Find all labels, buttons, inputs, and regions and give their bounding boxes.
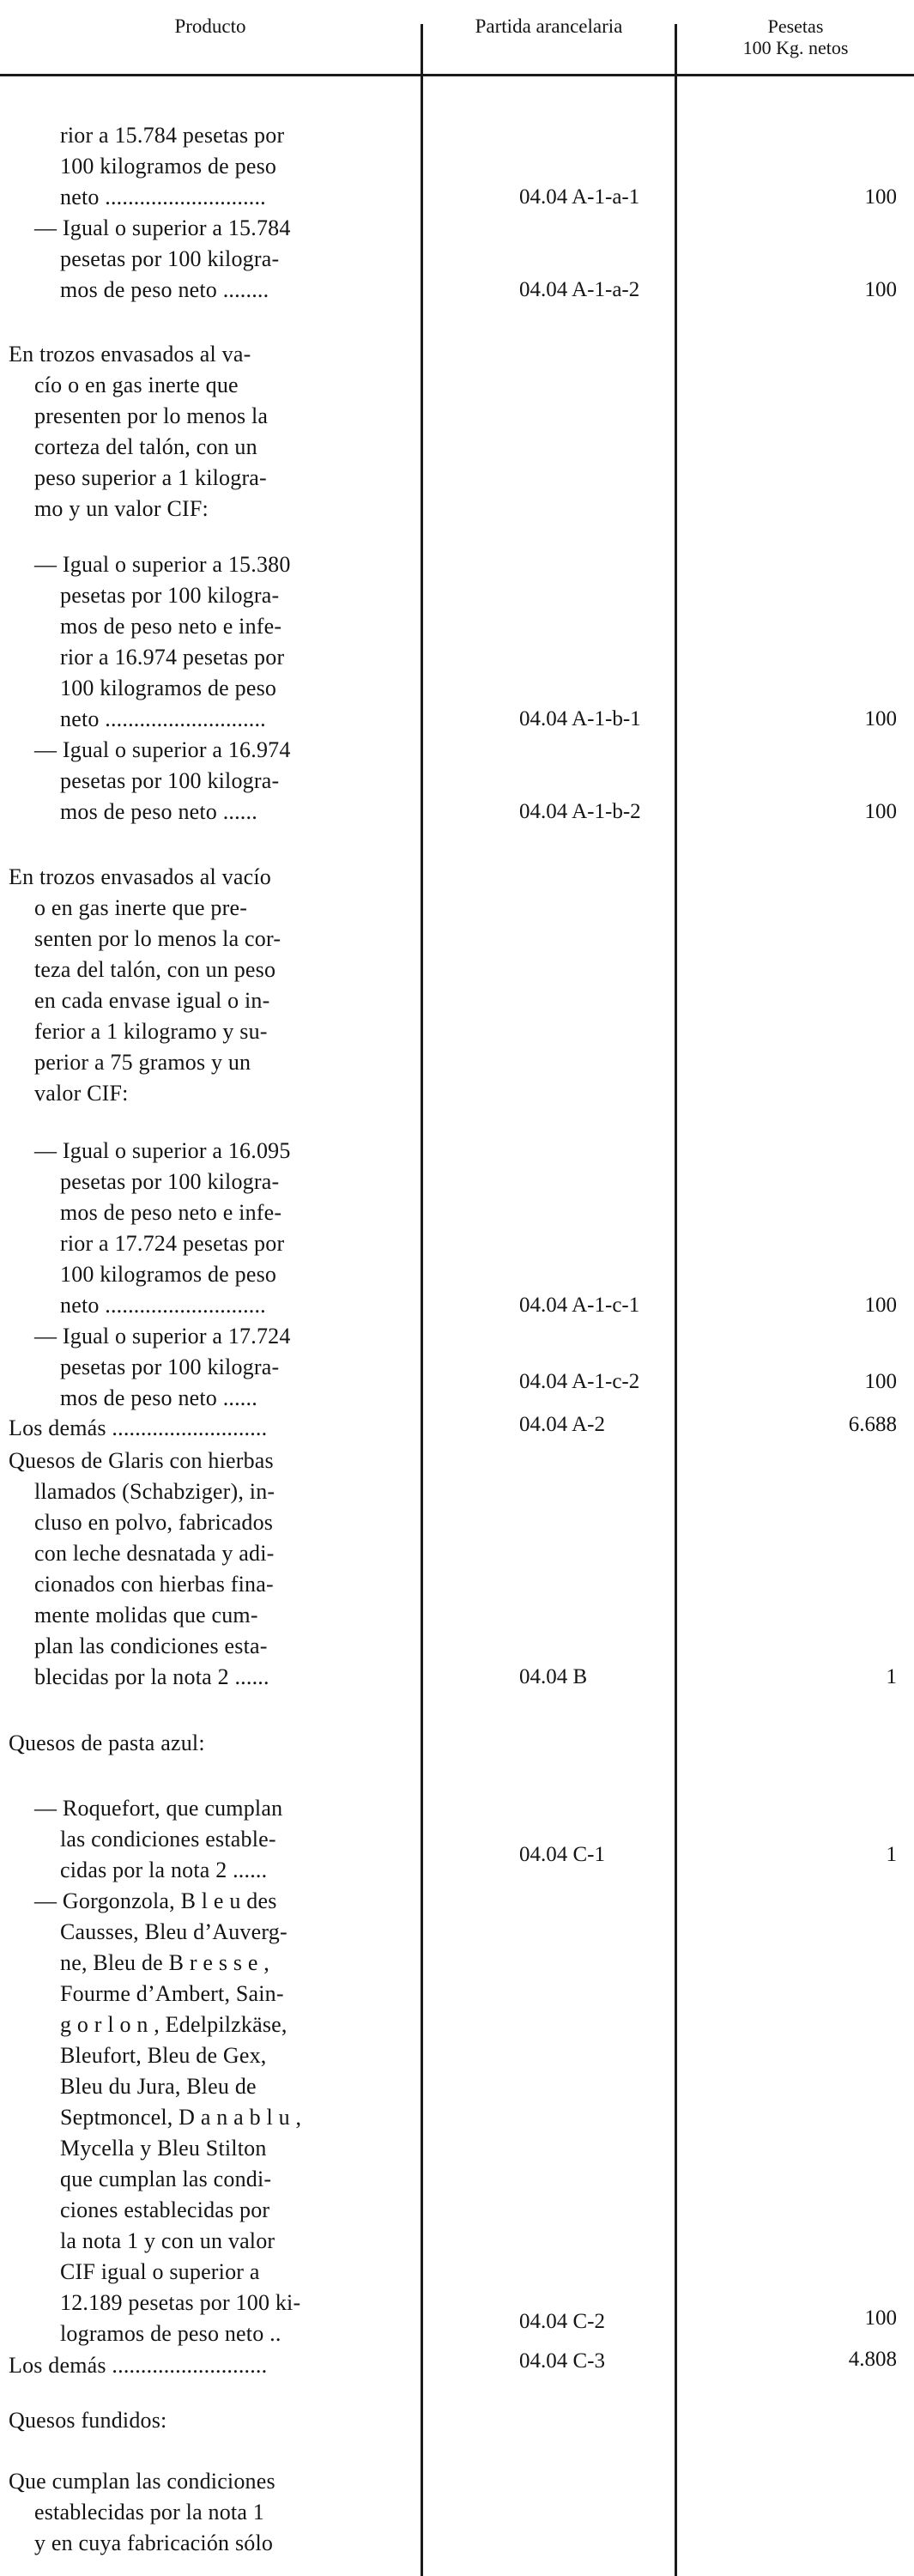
product-text-line: establecidas por la nota 1 — [34, 2500, 264, 2524]
product-text-line: pesetas por 100 kilogra- — [60, 1355, 280, 1379]
product-text-line: en cada envase igual o in- — [34, 988, 270, 1013]
product-text-line: g o r l o n , Edelpilzkäse, — [60, 2012, 288, 2037]
product-text-line: presenten por lo menos la — [34, 403, 269, 428]
product-text-line: ne, Bleu de B r e s s e , — [60, 1950, 270, 1975]
product-text-line: 100 kilogramos de peso — [60, 1262, 277, 1287]
row-12-product — [9, 1886, 412, 2349]
row-7-product — [9, 1321, 412, 1414]
row-9-value: 1 — [886, 1665, 897, 1688]
column-divider-2 — [675, 24, 677, 2576]
product-text-line: blecidas por la nota 2 ...... — [34, 1664, 269, 1689]
row-7-code: 04.04 A-1-c-2 — [519, 1370, 640, 1393]
product-text-line: neto ............................ — [60, 1293, 266, 1318]
row-0-value: 100 — [864, 185, 897, 209]
product-text-line: — Gorgonzola, B l e u des — [34, 1888, 277, 1913]
product-text-line: — Igual o superior a 17.724 — [34, 1324, 291, 1349]
product-text-line: rior a 17.724 pesetas por — [60, 1231, 285, 1256]
product-text-line: teza del talón, con un peso — [34, 957, 276, 982]
product-text-line: Los demás ........................... — [9, 1415, 268, 1440]
product-text-line: En trozos envasados al vacío — [9, 864, 271, 889]
row-3-value: 100 — [864, 707, 897, 730]
product-text-line: Quesos de Glaris con hierbas — [9, 1448, 274, 1473]
row-12-value: 100 — [864, 2306, 897, 2330]
header-partida: Partida arancelaria — [475, 15, 623, 37]
product-text-line: CIF igual o superior a — [60, 2259, 260, 2284]
product-text-line: — Igual o superior a 16.974 — [34, 737, 291, 762]
row-4-product — [9, 735, 412, 827]
header-rule — [0, 74, 914, 76]
product-text-line: pesetas por 100 kilogra- — [60, 768, 280, 793]
row-9-code: 04.04 B — [519, 1665, 588, 1688]
row-5-product — [9, 862, 412, 1109]
product-text-line: En trozos envasados al va- — [9, 342, 251, 367]
product-text-line: perior a 75 gramos y un — [34, 1050, 251, 1075]
product-text-line: las condiciones estable- — [60, 1827, 276, 1852]
product-text-line: neto ............................ — [60, 185, 266, 209]
header-pesetas — [677, 15, 914, 58]
product-text-line: Bleu du Jura, Bleu de — [60, 2074, 257, 2099]
product-text-line: Fourme d’Ambert, Sain- — [60, 1981, 284, 2006]
row-0-code: 04.04 A-1-a-1 — [519, 185, 640, 209]
row-1-code: 04.04 A-1-a-2 — [519, 278, 640, 301]
row-6-value: 100 — [864, 1294, 897, 1317]
product-text-line: 100 kilogramos de peso — [60, 154, 277, 179]
row-6-product — [9, 1136, 412, 1321]
product-text-line: mo y un valor CIF: — [34, 496, 209, 521]
row-11-code: 04.04 C-1 — [519, 1843, 605, 1866]
product-text-line: Quesos fundidos: — [9, 2408, 167, 2433]
product-text-line: cluso en polvo, fabricados — [34, 1510, 274, 1535]
product-text-line: Septmoncel, D a n a b l u , — [60, 2105, 302, 2130]
product-text-line: corteza del talón, con un — [34, 434, 257, 459]
product-text-line: Bleufort, Bleu de Gex, — [60, 2043, 267, 2068]
row-12-code: 04.04 C-2 — [519, 2310, 605, 2333]
product-text-line: que cumplan las condi- — [60, 2167, 272, 2191]
header-pesetas-line2: 100 Kg. netos — [742, 37, 849, 58]
product-text-line: mos de peso neto ........ — [60, 277, 269, 302]
product-text-line: ciones establecidas por — [60, 2197, 270, 2222]
product-text-line: rior a 16.974 pesetas por — [60, 645, 285, 670]
product-text-line: y en cuya fabricación sólo — [34, 2531, 274, 2555]
row-13-product — [9, 2350, 412, 2381]
product-text-line: — Igual o superior a 15.380 — [34, 552, 291, 577]
product-text-line: mos de peso neto ...... — [60, 799, 257, 824]
product-text-line: 100 kilogramos de peso — [60, 676, 277, 700]
product-text-line: — Igual o superior a 16.095 — [34, 1138, 291, 1163]
row-9-product — [9, 1446, 412, 1693]
header-pesetas-line1: Pesetas — [767, 15, 824, 37]
row-0-product — [9, 120, 412, 213]
product-text-line: plan las condiciones esta- — [34, 1633, 268, 1658]
product-text-line: mos de peso neto e infe- — [60, 1200, 282, 1225]
product-text-line: mos de peso neto ...... — [60, 1385, 257, 1410]
product-text-line: ferior a 1 kilogramo y su- — [34, 1019, 268, 1044]
product-text-line: senten por lo menos la cor- — [34, 926, 281, 951]
row-2-product — [9, 339, 412, 524]
row-11-value: 1 — [886, 1843, 897, 1866]
row-7-value: 100 — [864, 1370, 897, 1393]
row-10-product — [9, 1728, 412, 1759]
header-producto: Producto — [174, 15, 246, 37]
row-1-value: 100 — [864, 278, 897, 301]
product-text-line: Quesos de pasta azul: — [9, 1730, 205, 1755]
product-text-line: valor CIF: — [34, 1081, 129, 1106]
product-text-line: pesetas por 100 kilogra- — [60, 1169, 280, 1194]
product-text-line: peso superior a 1 kilogra- — [34, 465, 267, 490]
row-3-code: 04.04 A-1-b-1 — [519, 707, 641, 730]
product-text-line: Causses, Bleu d’Auverg- — [60, 1919, 288, 1944]
product-text-line: cío o en gas inerte que — [34, 373, 239, 397]
product-text-line: con leche desnatada y adi- — [34, 1541, 275, 1566]
product-text-line: rior a 15.784 pesetas por — [60, 123, 285, 148]
row-4-code: 04.04 A-1-b-2 — [519, 800, 641, 823]
row-1-product — [9, 213, 412, 306]
product-text-line: mente molidas que cum- — [34, 1603, 258, 1627]
product-text-line: llamados (Schabziger), in- — [34, 1479, 275, 1504]
product-text-line: la nota 1 y con un valor — [60, 2228, 275, 2253]
product-text-line: cidas por la nota 2 ...... — [60, 1858, 268, 1882]
row-13-code: 04.04 C-3 — [519, 2349, 605, 2373]
row-14-product — [9, 2405, 412, 2436]
product-text-line: 12.189 pesetas por 100 ki- — [60, 2290, 301, 2315]
row-4-value: 100 — [864, 800, 897, 823]
product-text-line: o en gas inerte que pre- — [34, 895, 248, 920]
product-text-line: — Roquefort, que cumplan — [34, 1796, 283, 1821]
product-text-line: cionados con hierbas fina- — [34, 1572, 274, 1597]
product-text-line: pesetas por 100 kilogra- — [60, 583, 280, 608]
row-11-product — [9, 1793, 412, 1886]
product-text-line: Que cumplan las condiciones — [9, 2469, 275, 2494]
product-text-line: logramos de peso neto .. — [60, 2321, 281, 2346]
column-divider-1 — [421, 24, 423, 2576]
row-8-code: 04.04 A-2 — [519, 1413, 605, 1436]
product-text-line: pesetas por 100 kilogra- — [60, 246, 280, 271]
row-3-product — [9, 549, 412, 735]
product-text-line: Los demás ........................... — [9, 2353, 268, 2378]
product-text-line: mos de peso neto e infe- — [60, 614, 282, 639]
row-8-value: 6.688 — [848, 1413, 897, 1436]
product-text-line: — Igual o superior a 15.784 — [34, 215, 291, 240]
row-8-product — [9, 1413, 412, 1444]
row-15-product — [9, 2466, 412, 2559]
row-13-value: 4.808 — [848, 2348, 897, 2371]
product-text-line: Mycella y Bleu Stilton — [60, 2136, 267, 2161]
row-6-code: 04.04 A-1-c-1 — [519, 1294, 640, 1317]
product-text-line: neto ............................ — [60, 706, 266, 731]
